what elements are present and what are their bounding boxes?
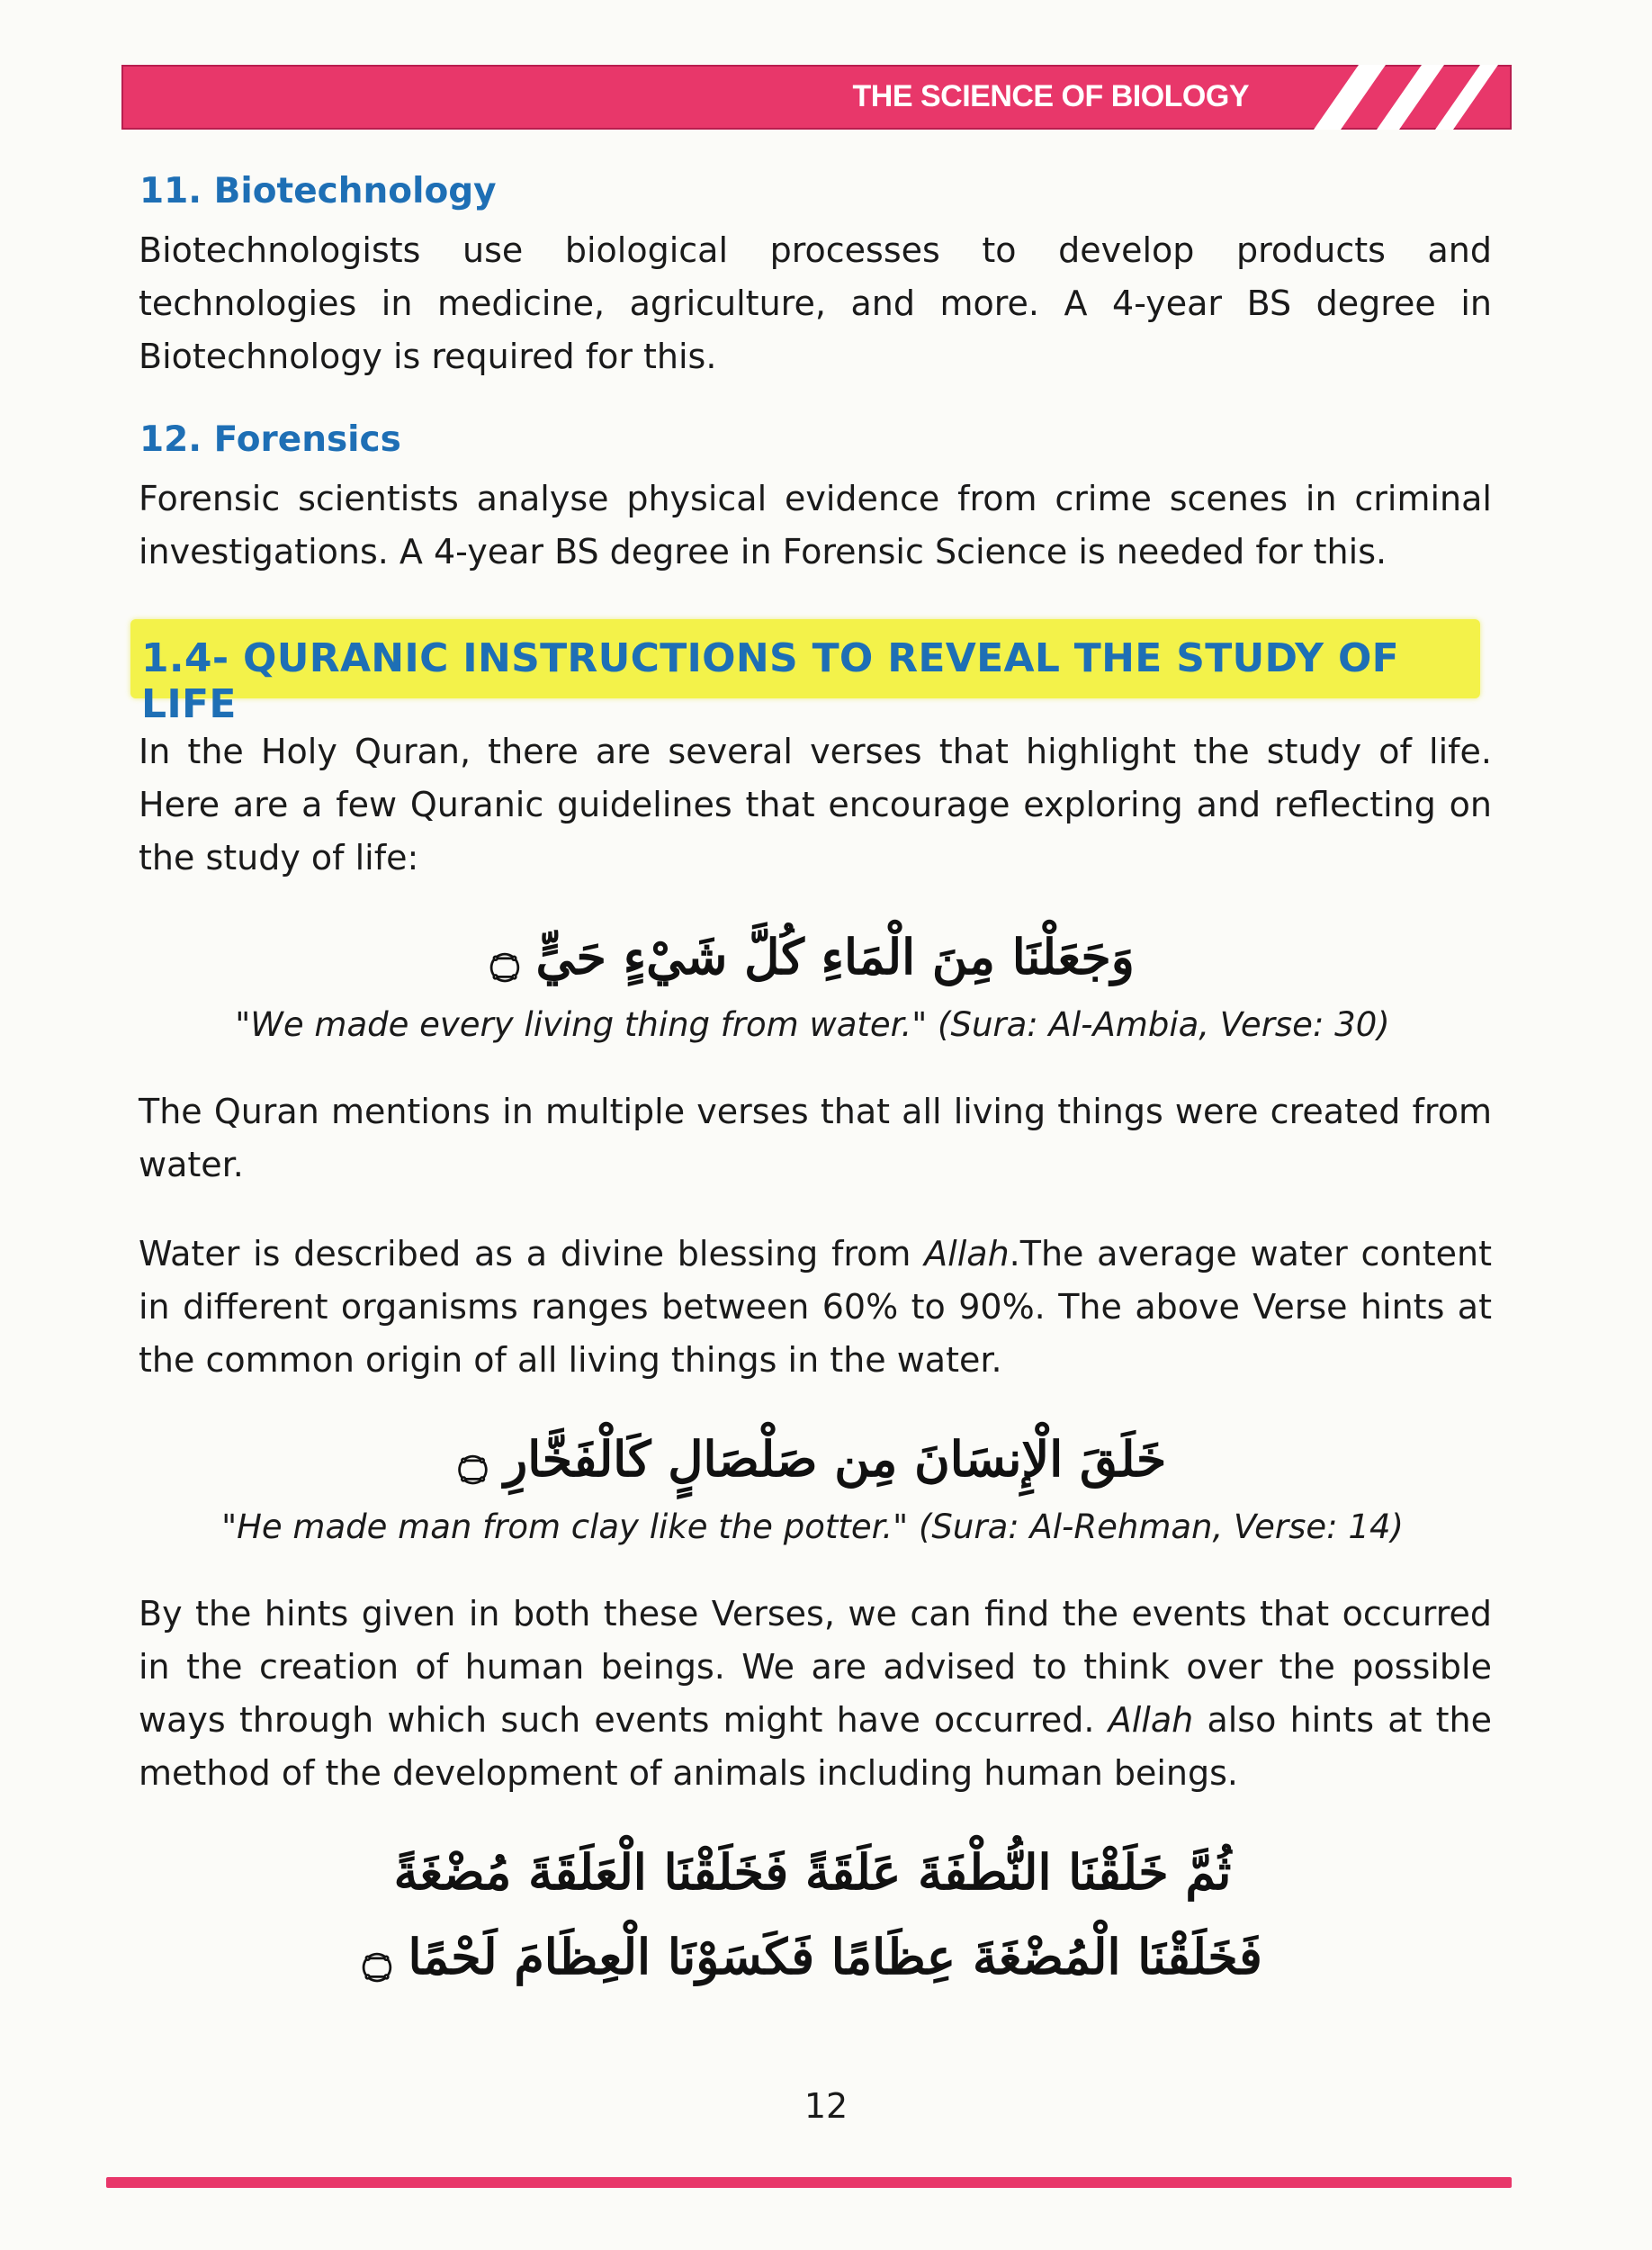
paragraph-biotechnology: Biotechnologists use biological processes to develop products and technologies in medicine, agriculture, and more. A 4-year BS degree in Biotechnology is required for this.: [139, 230, 1492, 376]
para3-allah: Allah: [1108, 1700, 1194, 1740]
para2-part-b: .The average water content in different organisms ranges between 60% to 90%. The above Verse hints at the common origin of all living things in the water.: [139, 1234, 1493, 1380]
para2-part-a: Water is described as a divine blessing from: [139, 1234, 925, 1274]
paragraph-water-mention: The Quran mentions in multiple verses that all living things were created from water.: [139, 1092, 1492, 1184]
para3-part-a: By the hints given in both these Verses, we can find the events that occurred in the creation of human beings. We are advised to think over the possible ways through which such events might have occurred.: [139, 1594, 1492, 1740]
verse-1-quote: "We made every living thing from water.": [235, 1005, 928, 1044]
page-number: 12: [804, 2086, 848, 2126]
section-title: 1.4- QURANIC INSTRUCTIONS TO REVEAL THE STUDY OF LIFE: [141, 635, 1400, 727]
verse-2-translation: [133, 1508, 1492, 1546]
verse-1-reference: (Sura: Al-Ambia, Verse: 30): [938, 1005, 1390, 1044]
para2-allah: Allah: [924, 1234, 1010, 1274]
verse-1-translation: [133, 1005, 1492, 1044]
arabic-verse-2: خَلَقَ الْإِنسَانَ مِن صَلْصَالٍ كَالْفَخَّارِ ۝: [458, 1430, 1167, 1488]
arabic-verse-3-line-2: فَخَلَقْنَا الْمُضْغَةَ عِظَامًا فَكَسَوْنَا الْعِظَامَ لَحْمًا ۝: [363, 1928, 1262, 1985]
arabic-verse-1: وَجَعَلْنَا مِنَ الْمَاءِ كُلَّ شَيْءٍ حَيٍّ ۝: [490, 928, 1135, 986]
paragraph-intro: In the Holy Quran, there are several verses that highlight the study of life. Here are a few Quranic guidelines that encourage exploring and reflecting on the study of life:: [139, 732, 1492, 878]
header-title: THE SCIENCE OF BIOLOGY: [852, 79, 1249, 113]
page-content: [133, 171, 1492, 2005]
heading-forensics: 12. Forensics: [139, 419, 401, 460]
verse-2-quote: "He made man from clay like the potter.": [221, 1508, 909, 1546]
heading-biotechnology: 11. Biotechnology: [139, 171, 497, 212]
header-bar: [121, 65, 1512, 130]
paragraph-water-blessing: [139, 1228, 1492, 1387]
para3-part-b: also hints at the method of the development of animals including human beings.: [139, 1700, 1492, 1793]
section-banner: [130, 619, 1480, 727]
verse-2-reference: (Sura: Al-Rehman, Verse: 14): [918, 1508, 1404, 1546]
arabic-verse-3-line-1: ثُمَّ خَلَقْنَا النُّطْفَةَ عَلَقَةً فَخَلَقْنَا الْعَلَقَةَ مُضْغَةً: [393, 1843, 1232, 1901]
footer-bar: [106, 2177, 1512, 2188]
header-stripes-decoration: [1260, 65, 1512, 130]
paragraph-forensics: Forensic scientists analyse physical evidence from crime scenes in criminal investigations. A 4-year BS degree in Forensic Science is needed for this.: [139, 479, 1492, 572]
paragraph-creation-hints: [139, 1588, 1492, 1800]
